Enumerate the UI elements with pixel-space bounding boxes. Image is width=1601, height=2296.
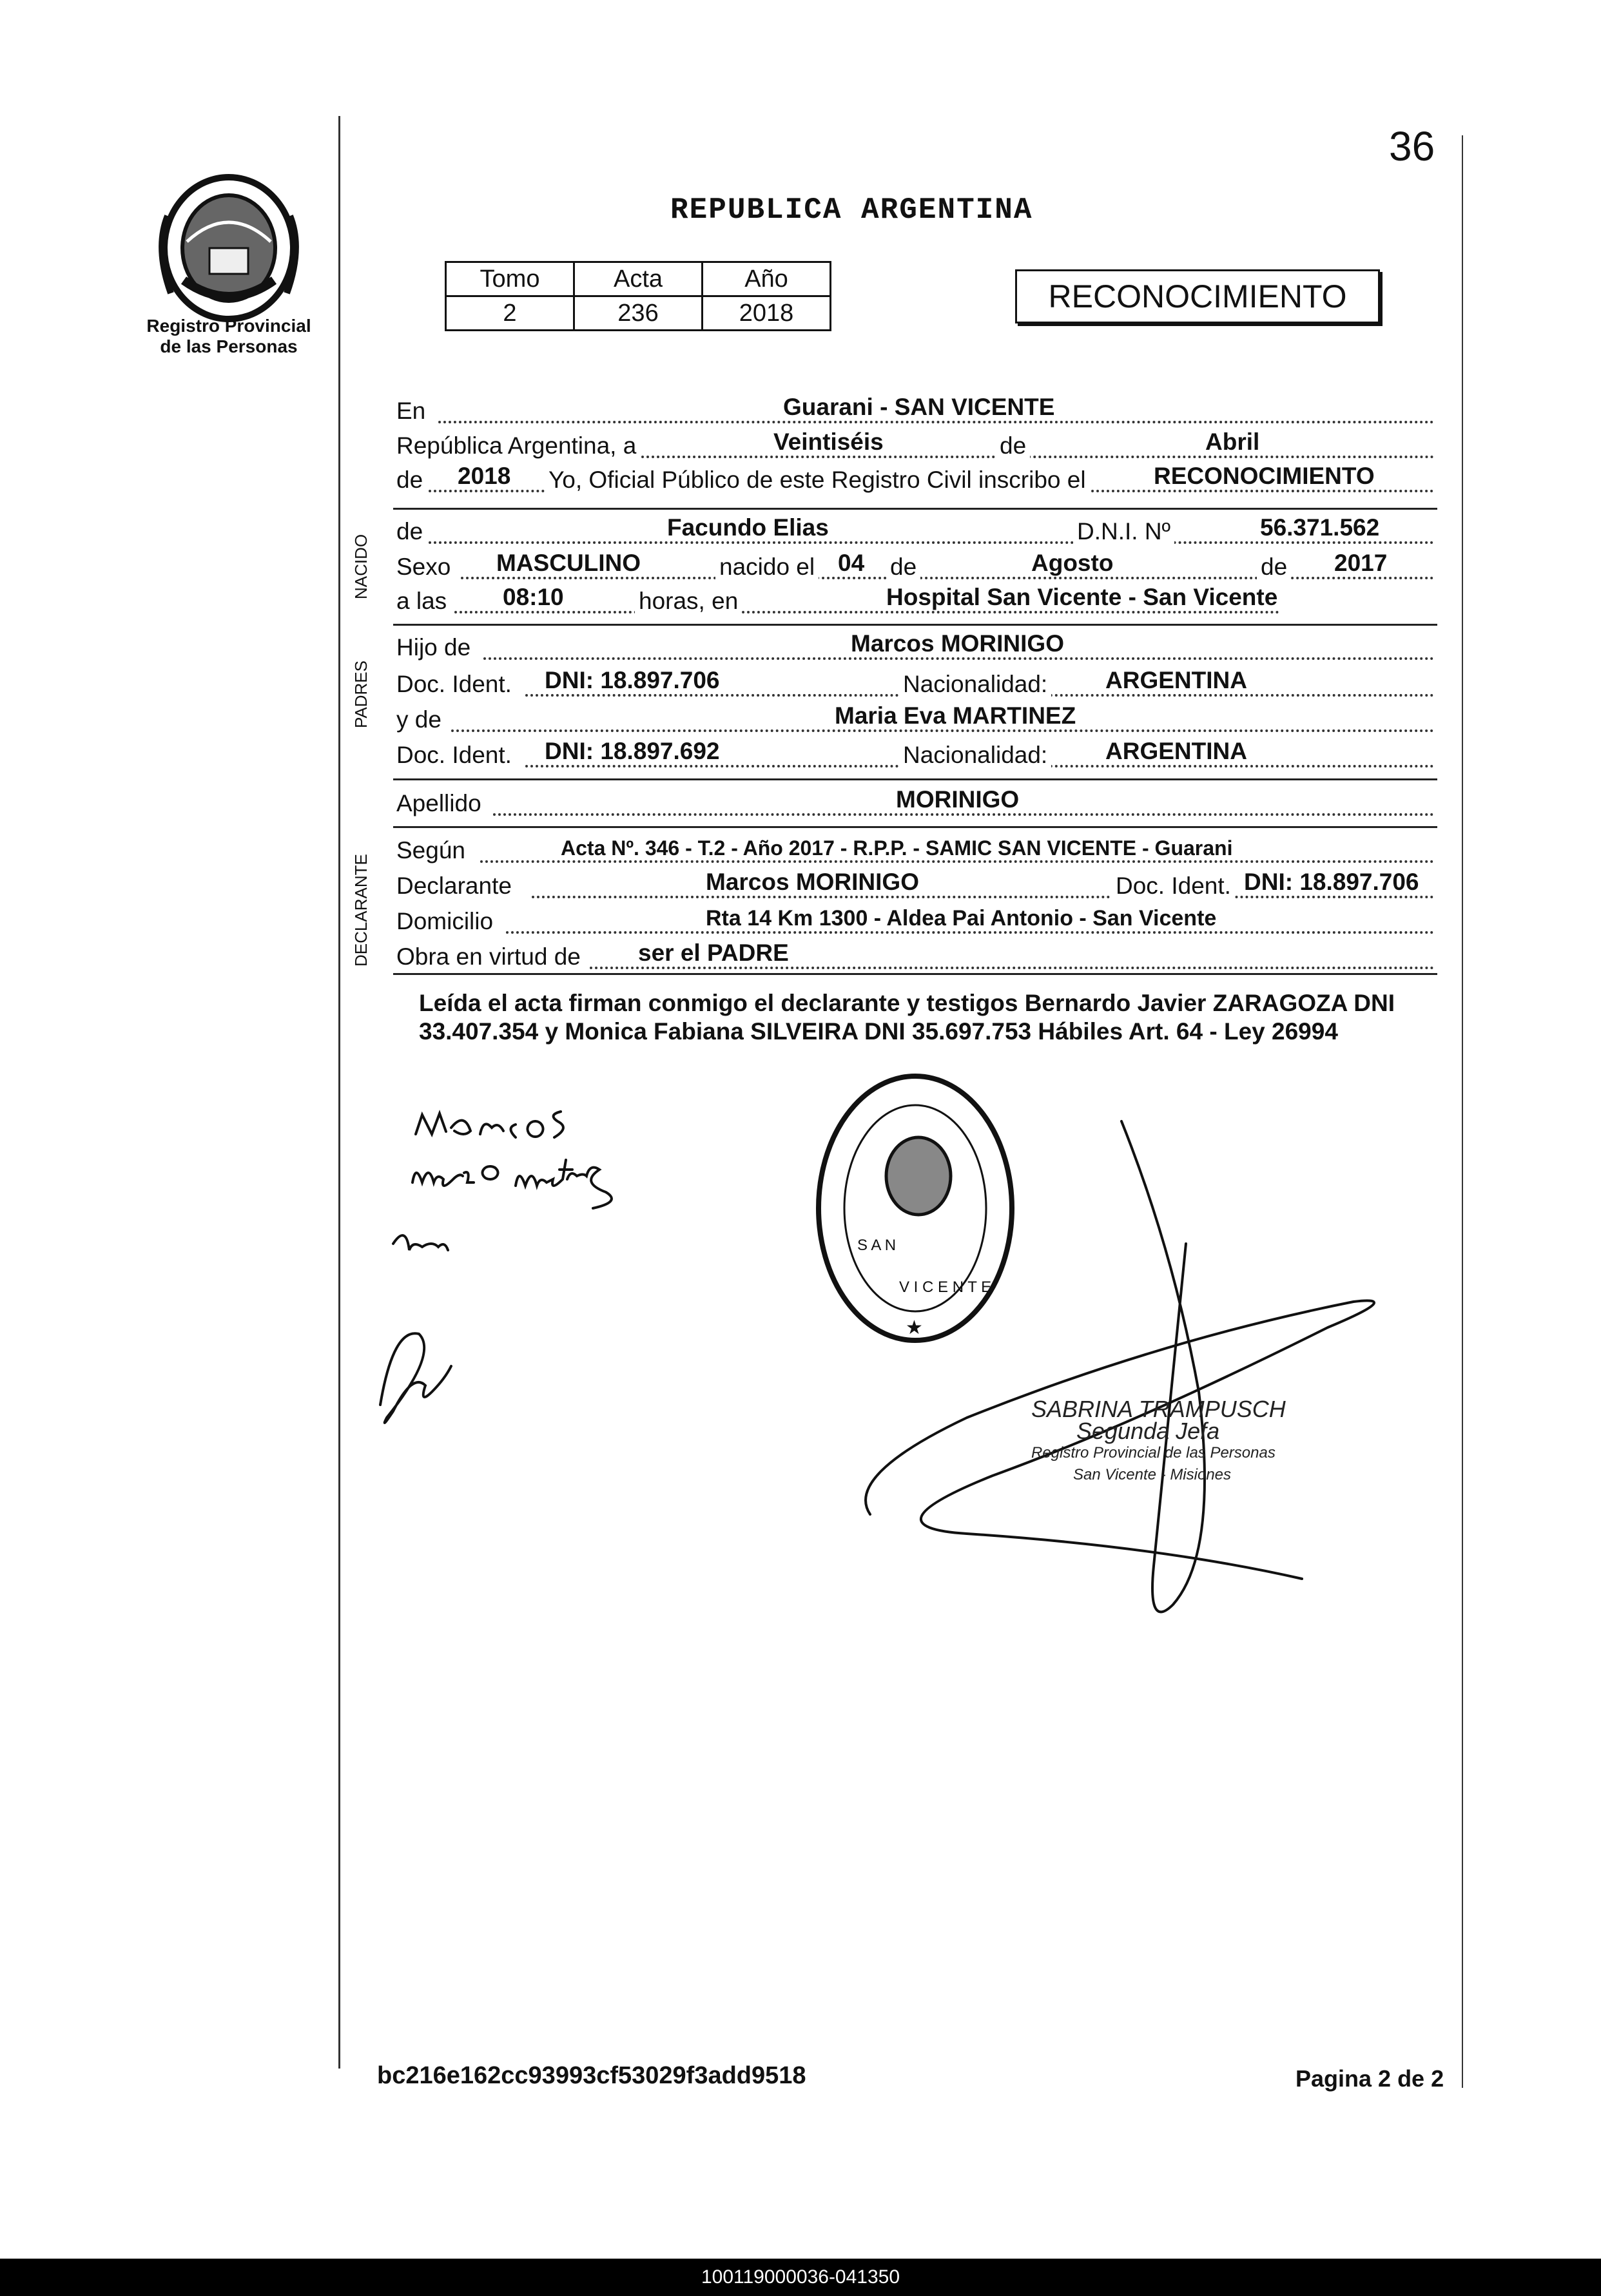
closing-statement: Leída el acta firman conmigo el declarante y testigos Bernardo Javier ZARAGOZA DNI 33.407.354 y Monica Fabiana SILVEIRA DNI 35.697.753 Hábiles Art. 64 - Ley 26994 [419, 990, 1395, 1045]
side-label-nacido: NACIDO [351, 534, 371, 599]
act-type: RECONOCIMIENTO [1154, 463, 1375, 489]
declarant-name: Marcos MORINIGO [706, 869, 919, 895]
born-de-label2: de [886, 554, 920, 581]
seal-name: SABRINA TRAMPUSCH [1031, 1396, 1286, 1422]
svg-text:S A N: S A N [857, 1237, 897, 1254]
place-value: Guarani - SAN VICENTE [783, 394, 1055, 420]
statement-text: Yo, Oficial Público de este Registro Civil inscribo el [545, 467, 1090, 494]
logo-caption-line2: de las Personas [160, 336, 298, 356]
alas-label: a las [396, 588, 447, 614]
born-year: 2017 [1334, 550, 1388, 576]
born-dni: 56.371.562 [1260, 514, 1380, 541]
surname-label: Apellido [396, 790, 481, 816]
official-seal [1031, 1398, 1286, 1486]
segun-label: Según [396, 837, 465, 863]
father-name: Marcos MORINIGO [851, 630, 1064, 657]
obra-label: Obra en virtud de [396, 943, 581, 970]
side-label-declarante: DECLARANTE [351, 854, 371, 967]
born-dni-label: D.N.I. Nº [1073, 518, 1174, 545]
document-title: REPUBLICA ARGENTINA [670, 193, 1033, 227]
born-day: 04 [838, 550, 865, 576]
father-nat: ARGENTINA [1105, 667, 1247, 693]
date-month: Abril [1205, 429, 1260, 455]
declarant-doc-label: Doc. Ident. [1112, 873, 1235, 900]
surname-value: MORINIGO [896, 786, 1020, 813]
svg-text:★: ★ [906, 1317, 923, 1338]
born-place: Hospital San Vicente - San Vicente [886, 584, 1278, 610]
ano-header: Año [703, 262, 831, 296]
domicilio-label: Domicilio [396, 908, 494, 934]
mother-doc: DNI: 18.897.692 [545, 738, 720, 764]
father-doc-label: Doc. Ident. [396, 671, 512, 697]
footer-code-bar: 100119000036-041350 [0, 2259, 1601, 2296]
obra-value: ser el PADRE [638, 940, 789, 966]
born-month: Agosto [1031, 550, 1114, 576]
father-doc: DNI: 18.897.706 [545, 667, 720, 693]
born-de-label: de [396, 518, 423, 545]
born-name: Facundo Elias [667, 514, 829, 541]
seal-office: Registro Provincial de las Personas [1031, 1444, 1276, 1462]
acta-header: Acta [574, 262, 703, 296]
mother-name: Maria Eva MARTINEZ [835, 702, 1076, 729]
date-day: Veintiséis [773, 429, 884, 455]
pagination: Pagina 2 de 2 [1295, 2065, 1444, 2092]
mother-nat-label: Nacionalidad: [899, 742, 1051, 769]
document-type-box: RECONOCIMIENTO [1015, 269, 1380, 323]
ano-value: 2018 [703, 296, 831, 331]
acta-value: 236 [574, 296, 703, 331]
year-prefix-label: de [396, 467, 423, 493]
date-label: República Argentina, a [396, 432, 637, 459]
svg-text:V I C E N T E: V I C E N T E [899, 1278, 992, 1296]
sexo-value: MASCULINO [496, 550, 641, 576]
seal-location: San Vicente - Misiones [1073, 1466, 1232, 1483]
domicilio-value: Rta 14 Km 1300 - Aldea Pai Antonio - San Vicente [706, 906, 1217, 931]
hijo-label: Hijo de [396, 634, 471, 661]
seal-role: Segunda Jefa [1076, 1418, 1220, 1444]
segun-value: Acta Nº. 346 - T.2 - Año 2017 - R.P.P. - SAMIC SAN VICENTE - Guarani [561, 836, 1233, 860]
date-year: 2018 [458, 463, 511, 489]
logo-caption-line1: Registro Provincial [146, 316, 311, 336]
father-nat-label: Nacionalidad: [899, 671, 1051, 698]
born-time: 08:10 [503, 584, 564, 610]
side-label-padres: PADRES [351, 661, 371, 728]
tomo-header: Tomo [446, 262, 574, 296]
declarant-doc: DNI: 18.897.706 [1244, 869, 1419, 895]
document-hash: bc216e162cc93993cf53029f3add9518 [377, 2062, 806, 2089]
nacido-label: nacido el [715, 554, 819, 581]
tomo-value: 2 [446, 296, 574, 331]
mother-nat: ARGENTINA [1105, 738, 1247, 764]
born-de-label3: de [1257, 554, 1291, 581]
date-de-label: de [996, 432, 1030, 459]
declarant-label: Declarante [396, 873, 512, 899]
delegation-stamp [809, 1063, 1022, 1353]
page-number: 36 [1389, 123, 1435, 169]
mother-doc-label: Doc. Ident. [396, 742, 512, 768]
yde-label: y de [396, 706, 441, 733]
place-label: En [396, 398, 426, 424]
sexo-label: Sexo [396, 554, 451, 580]
horas-label: horas, en [635, 588, 742, 615]
